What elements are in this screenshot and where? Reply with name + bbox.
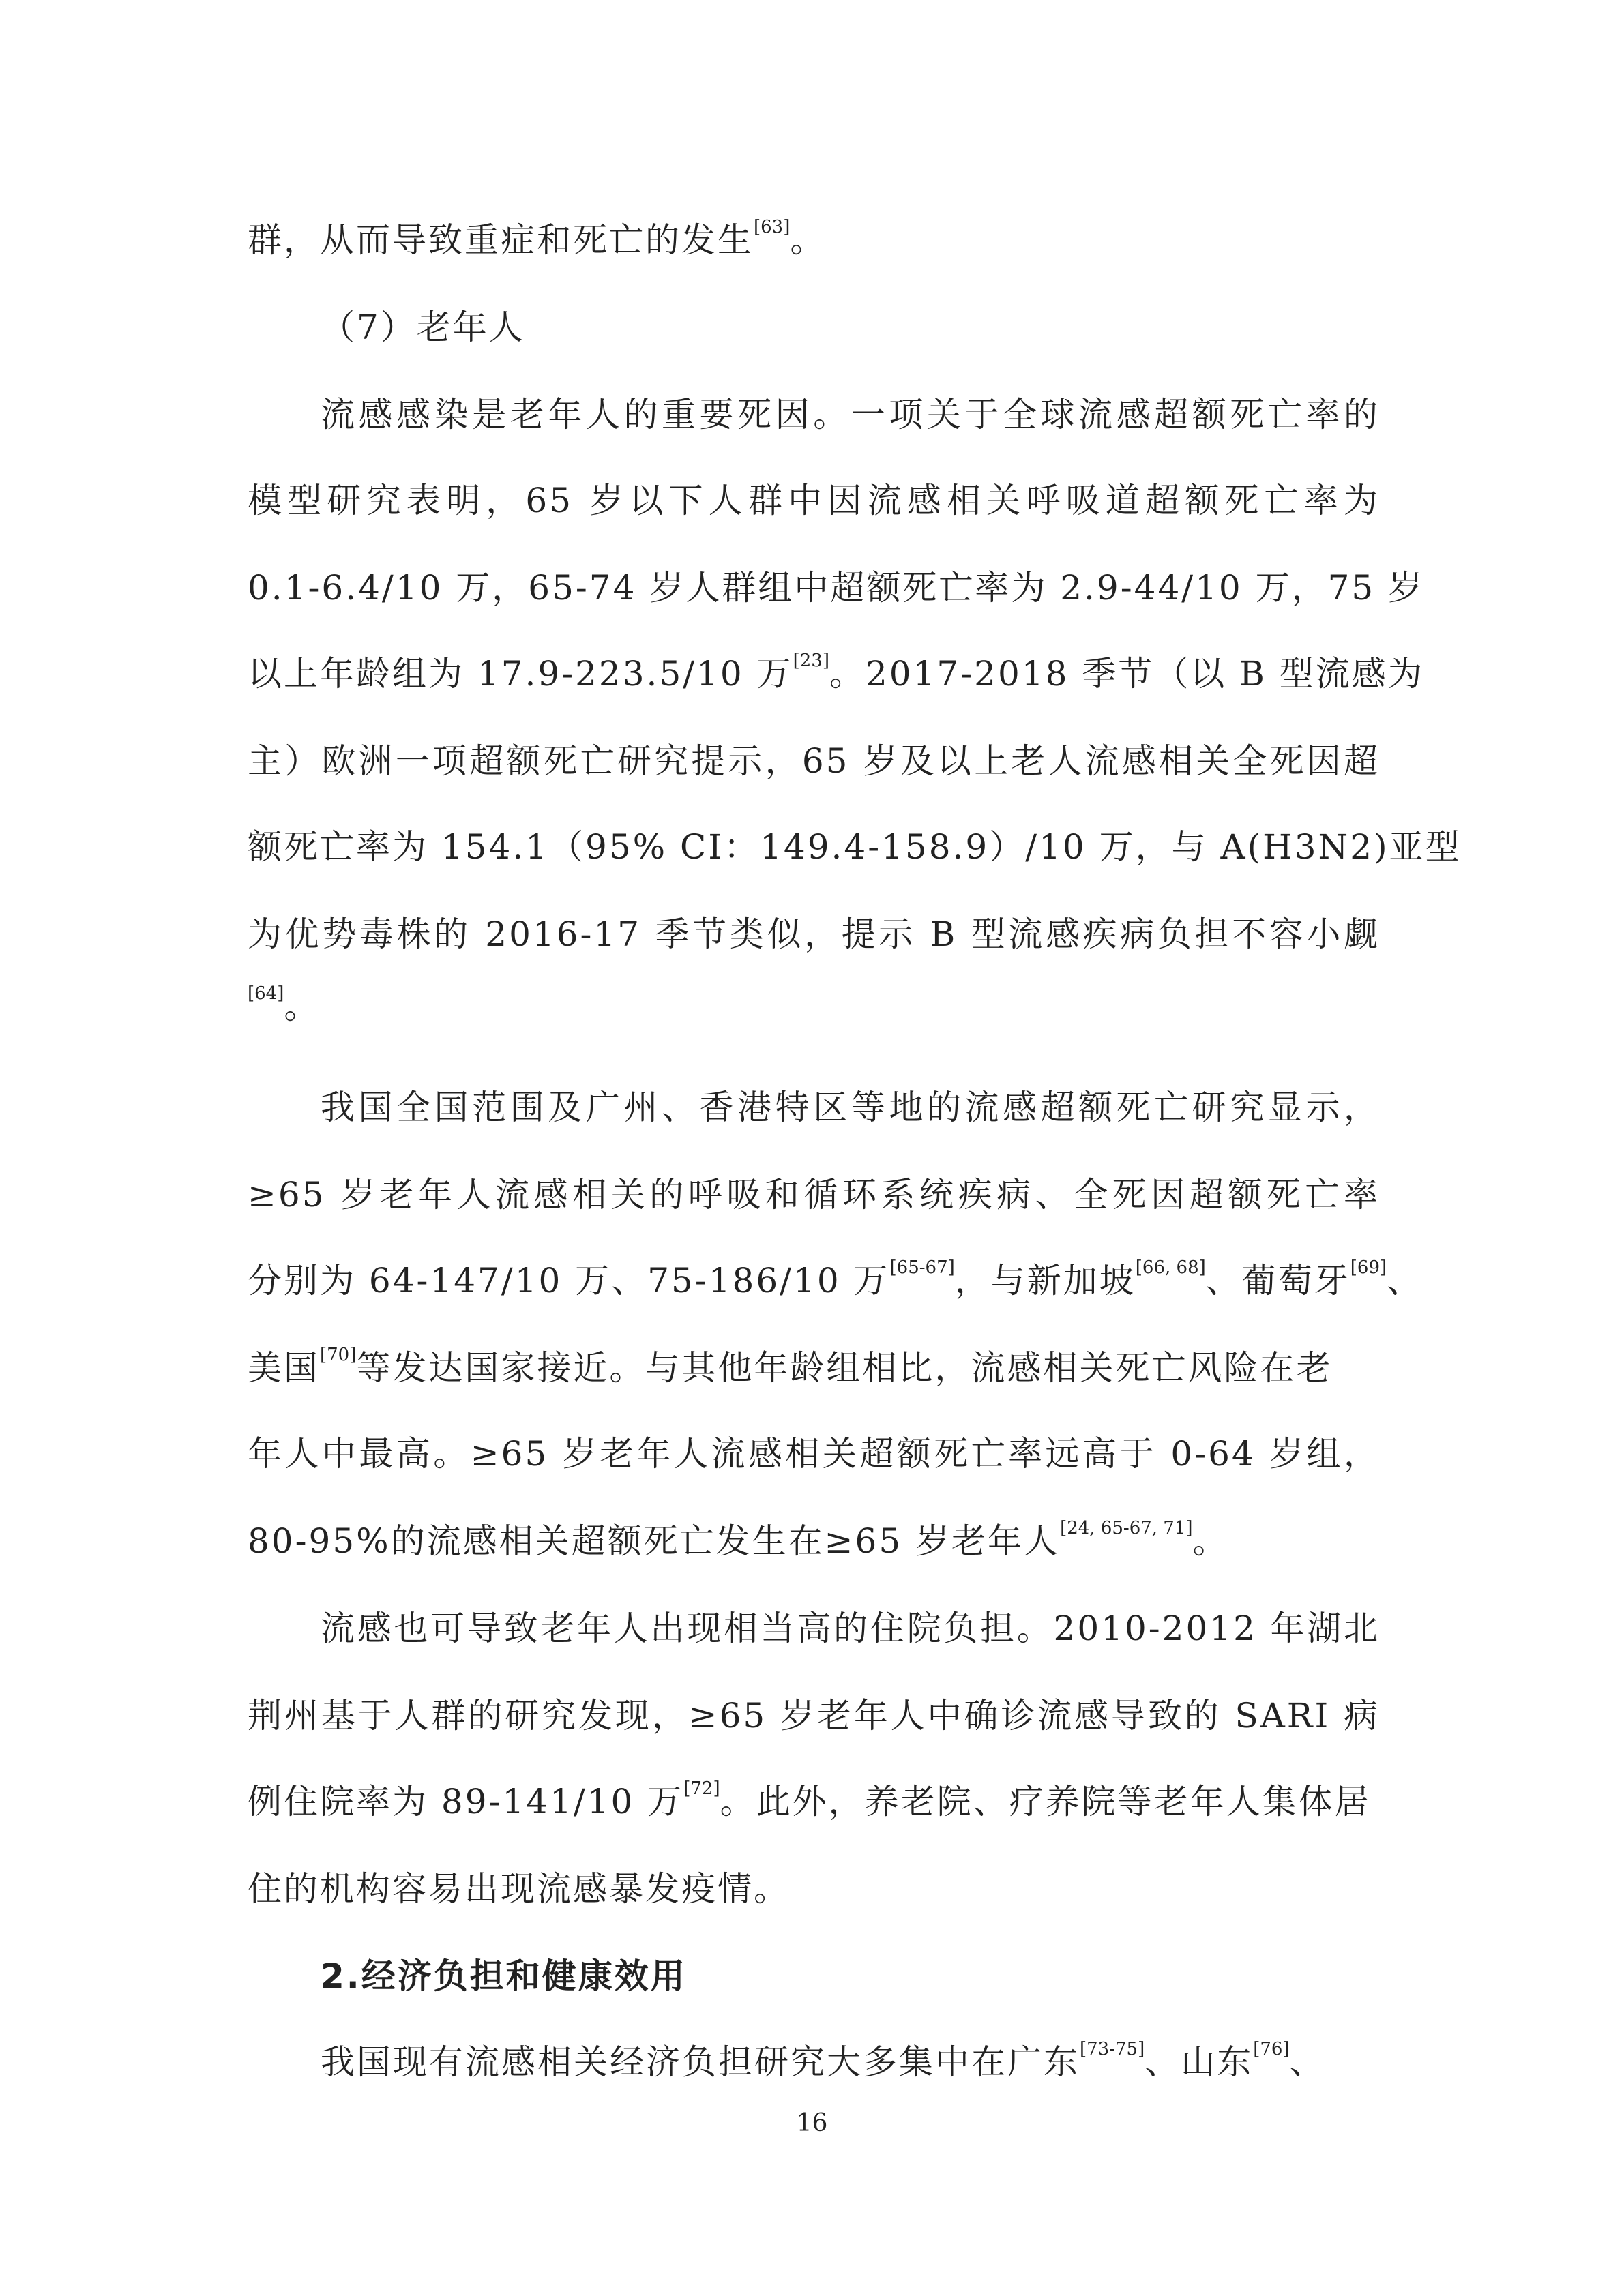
text-line-18: 荆州基于人群的研究发现，≥65 岁老年人中确诊流感导致的 SARI 病 (248, 1696, 1380, 1735)
text-line-19: 例住院率为 89-141/10 万[72]。此外，养老院、疗养院等老年人集体居 (248, 1778, 1371, 1821)
text-line-5: 0.1-6.4/10 万，65-74 岁人群组中超额死亡率为 2.9-44/10 万，75 岁 (248, 568, 1425, 608)
section-heading-economic-burden: 2.经济负担和健康效用 (321, 1956, 687, 1996)
text-line-20: 住的机构容易出现流感暴发疫情。 (248, 1869, 790, 1909)
text-line-12: ≥65 岁老年人流感相关的呼吸和循环系统疾病、全死因超额死亡率 (248, 1175, 1380, 1214)
text-line-4: 模型研究表明，65 岁以下人群中因流感相关呼吸道超额死亡率为 (248, 481, 1380, 520)
text-line-22: 我国现有流感相关经济负担研究大多集中在广东[73-75]、山东[76]、 (321, 2039, 1326, 2082)
text-line-7: 主）欧洲一项超额死亡研究提示，65 岁及以上老人流感相关全死因超 (248, 741, 1380, 781)
text-line-3: 流感感染是老年人的重要死因。一项关于全球流感超额死亡率的 (321, 395, 1380, 434)
text-line-17: 流感也可导致老年人出现相当高的住院负担。2010-2012 年湖北 (321, 1609, 1380, 1648)
text-line-13: 分别为 64-147/10 万、75-186/10 万[65-67]，与新加坡[66, 68]、葡萄牙[69]、 (248, 1257, 1423, 1300)
text-line-9: 为优势毒株的 2016-17 季节类似，提示 B 型流感疾病负担不容小觑 (248, 914, 1380, 954)
text-line-1: 群，从而导致重症和死亡的发生[63]。 (248, 217, 827, 260)
text-line-8: 额死亡率为 154.1（95% CI：149.4-158.9）/10 万，与 A(H3N2)亚型 (248, 827, 1462, 867)
text-line-16: 80-95%的流感相关超额死亡发生在≥65 岁老年人[24, 65-67, 71]。 (248, 1518, 1229, 1561)
text-line-6: 以上年龄组为 17.9-223.5/10 万[23]。2017-2018 季节（以 B 型流感为 (248, 651, 1424, 694)
text-line-10: [64]。 (248, 983, 321, 1026)
text-line-15: 年人中最高。≥65 岁老年人流感相关超额死亡率远高于 0-64 岁组， (248, 1434, 1380, 1474)
section-heading-elderly: （7）老年人 (321, 308, 525, 347)
page-number: 16 (796, 2109, 828, 2137)
text-line-11: 我国全国范围及广州、香港特区等地的流感超额死亡研究显示， (321, 1088, 1380, 1127)
text-line-14: 美国[70]等发达国家接近。与其他年龄组相比，流感相关死亡风险在老 (248, 1345, 1333, 1388)
